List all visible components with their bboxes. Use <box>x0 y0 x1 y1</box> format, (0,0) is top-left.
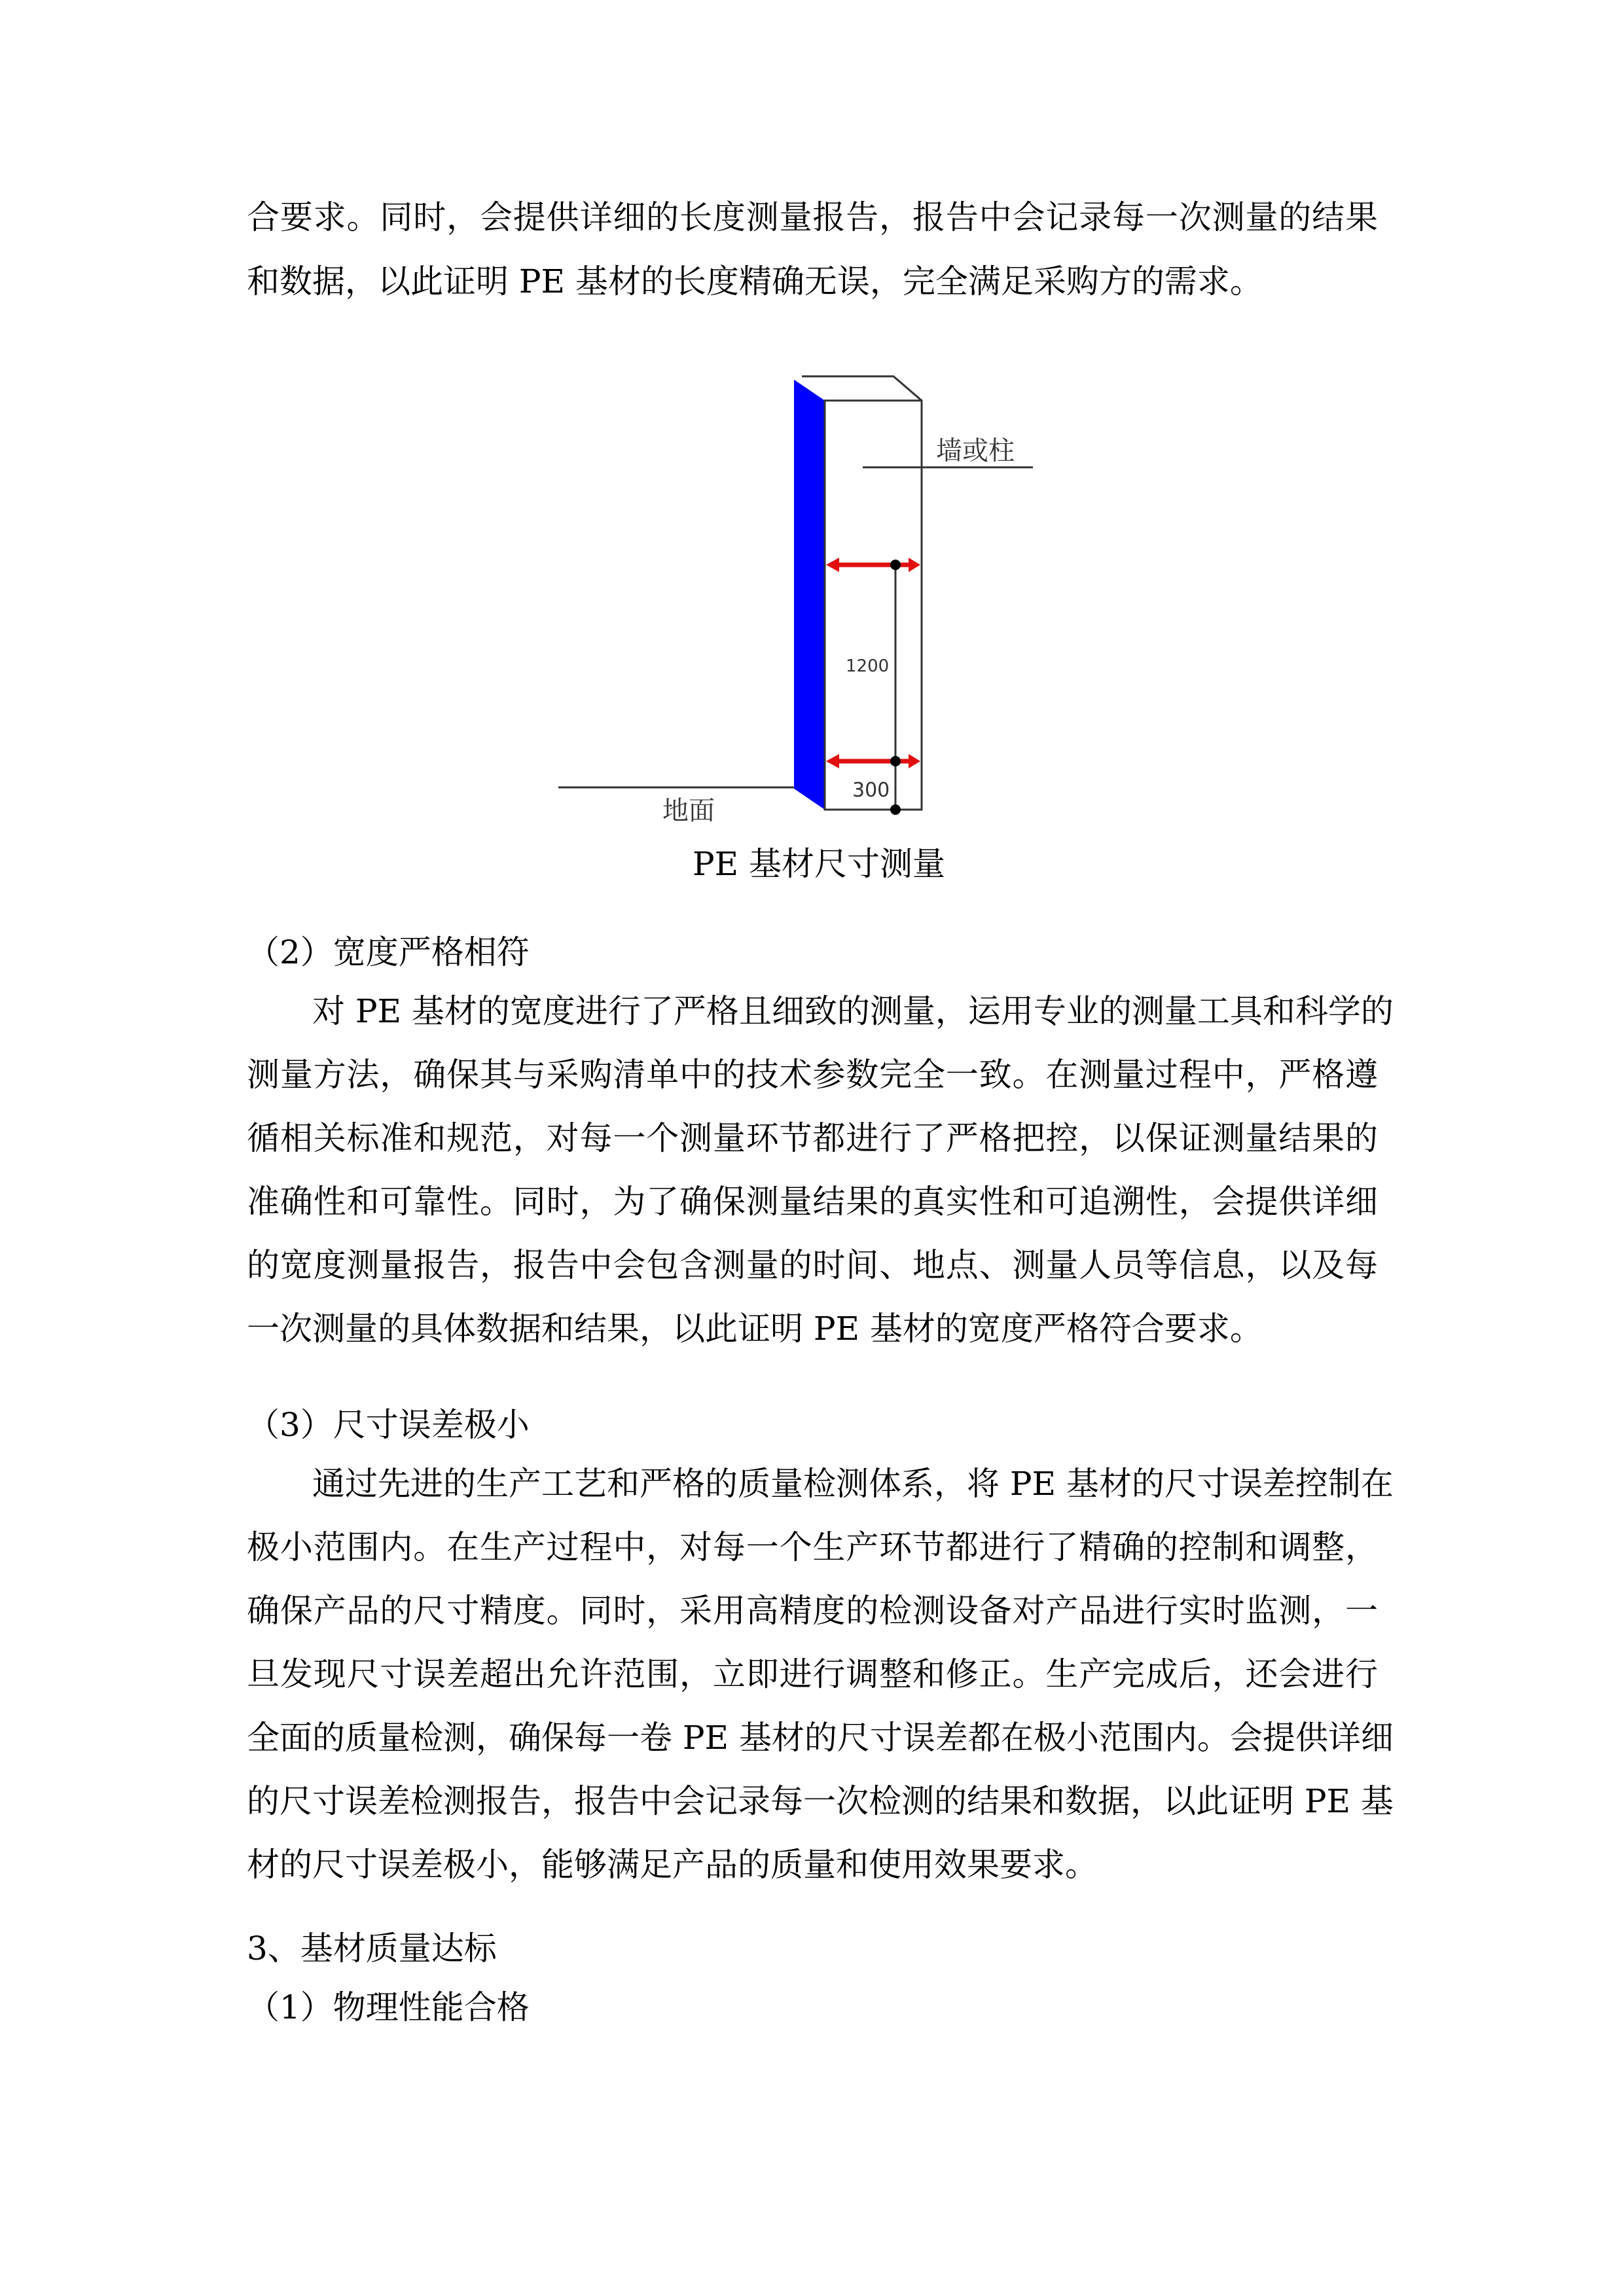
ground-label: 地面 <box>662 796 715 826</box>
section-heading-tolerance: （3）尺寸误差极小 <box>247 1406 530 1444</box>
upper-measure-arrow <box>826 558 920 572</box>
pe-measurement-diagram <box>0 0 1624 851</box>
bottom-dimension-dot <box>890 804 901 815</box>
paragraph-line: 准确性和可靠性。同时，为了确保测量结果的真实性和可追溯性，会提供详细 <box>247 1183 1378 1221</box>
column-front-face <box>825 401 922 810</box>
paragraph-line: 循相关标准和规范，对每一个测量环节都进行了严格把控，以保证测量结果的 <box>247 1119 1378 1157</box>
paragraph-line: 极小范围内。在生产过程中，对每一个生产环节都进行了精确的控制和调整， <box>247 1528 1378 1566</box>
paragraph-line: 通过先进的生产工艺和严格的质量检测体系，将 PE 基材的尺寸误差控制在 <box>312 1465 1394 1503</box>
paragraph-line: 一次测量的具体数据和结果，以此证明 PE 基材的宽度严格符合要求。 <box>247 1310 1263 1348</box>
dim-label-300: 300 <box>852 779 890 802</box>
section-heading-quality: 3、基材质量达标 <box>247 1929 497 1967</box>
paragraph-line: 对 PE 基材的宽度进行了严格且细致的测量，运用专业的测量工具和科学的 <box>312 992 1394 1030</box>
paragraph-line: 确保产品的尺寸精度。同时，采用高精度的检测设备对产品进行实时监测，一 <box>247 1592 1378 1630</box>
lower-measure-arrow <box>826 754 920 768</box>
paragraph-line: 材的尺寸误差极小，能够满足产品的质量和使用效果要求。 <box>247 1846 1098 1884</box>
intro-line-1: 合要求。同时，会提供详细的长度测量报告，报告中会记录每一次测量的结果 <box>247 198 1378 236</box>
paragraph-line: 全面的质量检测，确保每一卷 PE 基材的尺寸误差都在极小范围内。会提供详细 <box>247 1719 1394 1757</box>
intro-line-2: 和数据，以此证明 PE 基材的长度精确无误，完全满足采购方的需求。 <box>247 262 1263 300</box>
paragraph-line: 旦发现尺寸误差超出允许范围，立即进行调整和修正。生产完成后，还会进行 <box>247 1655 1378 1693</box>
paragraph-line: 的宽度测量报告，报告中会包含测量的时间、地点、测量人员等信息，以及每 <box>247 1246 1378 1284</box>
section-heading-width: （2）宽度严格相符 <box>247 933 530 971</box>
wall-label: 墙或柱 <box>936 436 1015 466</box>
column-top-edge <box>802 376 922 401</box>
paragraph-line: 的尺寸误差检测报告，报告中会记录每一次检测的结果和数据，以此证明 PE 基 <box>247 1782 1394 1820</box>
pe-panel-side <box>794 380 825 810</box>
sub-heading-physical: （1）物理性能合格 <box>247 1988 530 2026</box>
figure-caption: PE 基材尺寸测量 <box>693 845 946 883</box>
dim-label-1200: 1200 <box>846 656 890 676</box>
paragraph-line: 测量方法，确保其与采购清单中的技术参数完全一致。在测量过程中，严格遵 <box>247 1056 1378 1094</box>
